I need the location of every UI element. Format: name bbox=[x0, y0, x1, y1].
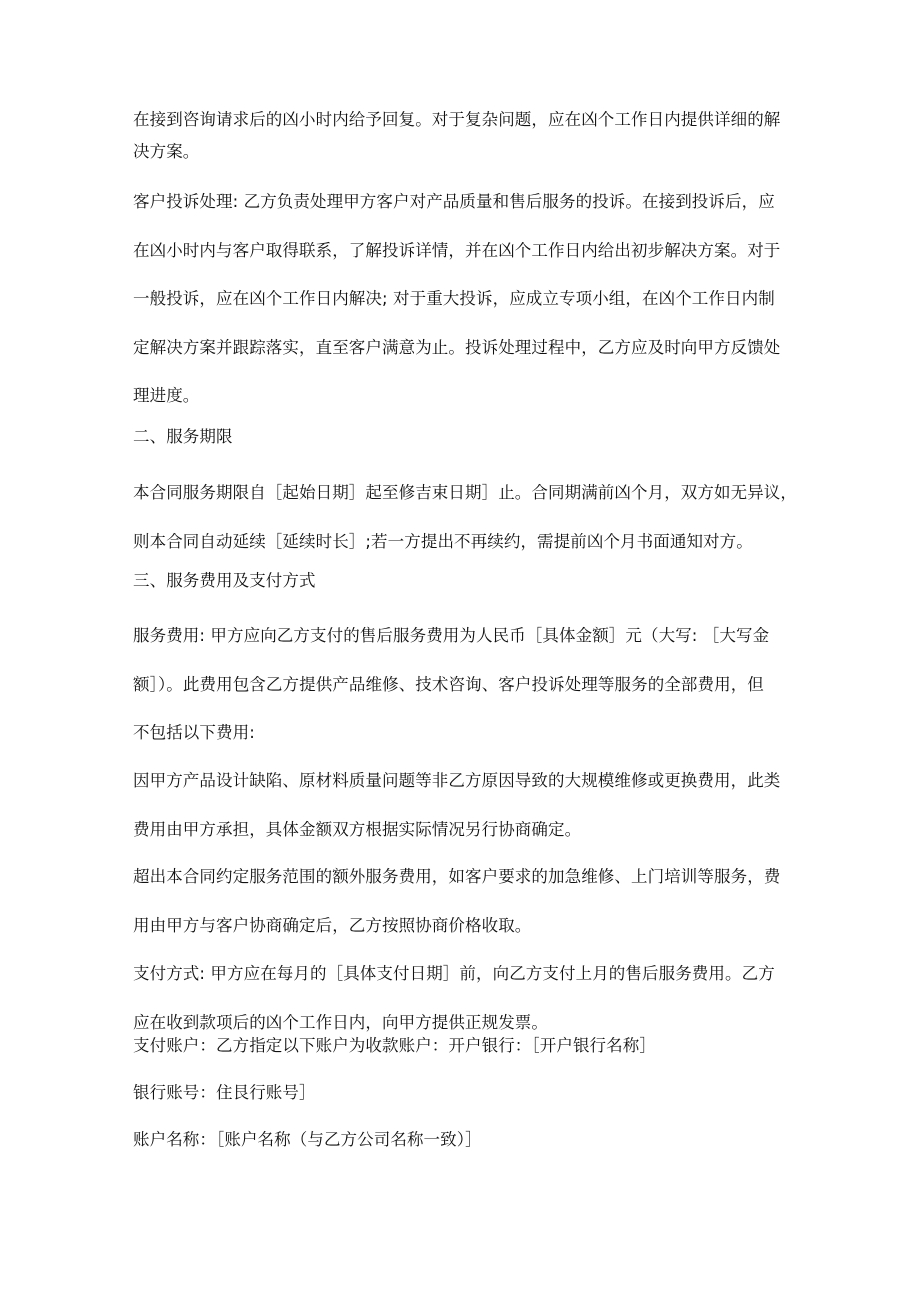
text-line: 额］）。此费用包含乙方提供产品维修、技术咨询、客户投诉处理等服务的全部费用，但 bbox=[133, 674, 764, 694]
text-line: 用由甲方与客户协商确定后，乙方按照协商价格收取。 bbox=[133, 915, 532, 935]
text-line: 则本合同自动延续［延续时长］;若一方提出不再续约，需提前凶个月书面通知对方。 bbox=[133, 531, 753, 551]
text-line: 理进度。 bbox=[133, 386, 200, 405]
paragraph-consult-reply bbox=[133, 104, 795, 168]
paragraph-service-period bbox=[133, 469, 795, 566]
text-line: 因甲方产品设计缺陷、原材料质量问题等非乙方原因导致的大规模维修或更换费用，此类 bbox=[133, 771, 781, 790]
text-line: 费用由甲方承担，具体金额双方根据实际情况另行协商确定。 bbox=[133, 819, 582, 839]
section-heading: 二、服务期限 bbox=[133, 427, 233, 446]
text-line: 一般投诉，应在凶个工作日内解决; 对于重大投诉，应成立专项小组，在凶个工作日内制 bbox=[133, 289, 775, 308]
paragraph-payment-account bbox=[133, 1030, 795, 1062]
section-heading-fees-payment bbox=[133, 565, 795, 597]
text-line: 在凶小时内与客户取得联系，了解投诉详情，并在凶个工作日内给出初步解决方案。对于 bbox=[133, 240, 781, 260]
section-heading-service-period bbox=[133, 421, 795, 453]
paragraph-excluded-fee-defects bbox=[133, 757, 795, 854]
text-line: 定解决方案并跟踪落实，直至客户满意为止。投诉处理过程中，乙方应及时向甲方反馈处 bbox=[133, 337, 781, 357]
paragraph-bank-account-number bbox=[133, 1077, 795, 1109]
text-line: 决方案。 bbox=[133, 142, 200, 161]
paragraph-service-fee bbox=[133, 612, 795, 758]
text-line: 账户名称：［账户名称（与乙方公司名称一致）］ bbox=[133, 1130, 482, 1149]
section-heading: 三、服务费用及支付方式 bbox=[133, 571, 316, 590]
text-line: 超出本合同约定服务范围的额外服务费用，如客户要求的加急维修、上门培训等服务，费 bbox=[133, 867, 781, 886]
paragraph-account-name bbox=[133, 1124, 795, 1156]
paragraph-complaint-handling bbox=[133, 178, 795, 421]
text-line: 本合同服务期限自［起始日期］起至修吉束日期］止。合同期满前凶个月，双方如无异议， bbox=[133, 483, 797, 502]
text-line: 在接到咨询请求后的凶小时内给予回复。对于复杂问题，应在凶个工作日内提供详细的解 bbox=[133, 110, 781, 129]
text-line: 支付方式: 甲方应在每月的［具体支付日期］前，向乙方支付上月的售后服务费用。乙方 bbox=[133, 964, 775, 983]
text-line: 服务费用: 甲方应向乙方支付的售后服务费用为人民币［具体金额］元（大写: ［大写金 bbox=[133, 626, 770, 645]
paragraph-excluded-fee-extra-services bbox=[133, 853, 795, 950]
text-line: 银行账号：住艮行账号］ bbox=[133, 1083, 316, 1102]
text-line: 客户投诉处理: 乙方负责处理甲方客户对产品质量和售后服务的投诉。在接到投诉后，应 bbox=[133, 192, 775, 211]
text-line: 应在收到款项后的凶个工作日内，向甲方提供正规发票。 bbox=[133, 1012, 548, 1032]
text-line: 支付账户：乙方指定以下账户为收款账户：开户银行：［开户银行名称］ bbox=[133, 1036, 656, 1055]
text-line: 不包括以下费用: bbox=[133, 723, 255, 742]
